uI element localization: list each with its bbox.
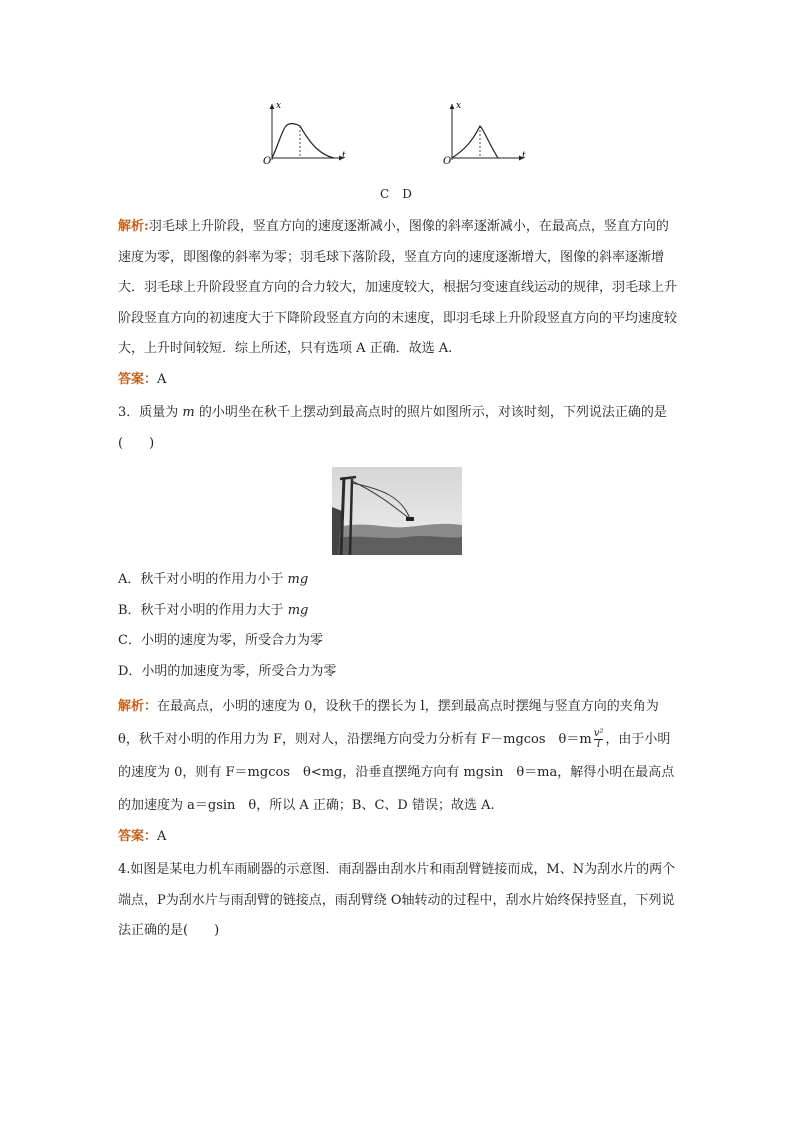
- q3-option-b-mg: mg: [287, 602, 309, 618]
- q3-fraction-denominator: l: [596, 739, 601, 750]
- q3-option-b: [118, 596, 680, 627]
- swing-photo-svg: [332, 467, 462, 555]
- q3-fraction-numerator: v²: [593, 728, 604, 739]
- q3-stem-a: 3．质量为: [118, 405, 183, 420]
- graph-c: [262, 98, 352, 170]
- q3-stem-m: m: [182, 405, 195, 420]
- q3-option-d: D．小明的加速度为零，所受合力为零: [118, 663, 337, 679]
- graph-c-origin: O: [263, 156, 272, 167]
- q4-stem: [118, 855, 680, 947]
- graph-d-x-label: t: [522, 151, 526, 161]
- graph-c-x-label: t: [342, 151, 346, 161]
- graph-d-origin: O: [443, 156, 452, 167]
- q3-answer-value: A: [157, 829, 167, 844]
- q2-analysis-text: 羽毛球上升阶段，竖直方向的速度逐渐减小，图像的斜率逐渐减小，在最高点，竖直方向的速度为零，即图像的斜率为零；羽毛球下落阶段，竖直方向的速度逐渐增大，图像的斜率逐渐增大．羽毛球上升阶段竖直方向的合力较大，加速度较大，根据匀变速直线运动的规律，羽毛球上升阶段竖直方向的初速度大于下降阶段竖直方向的末速度，即羽毛球上升阶段竖直方向的平均速度较大，上升时间较短．综上所述，只有选项 A 正确．故选 A.: [118, 219, 678, 356]
- graph-d-svg: [442, 98, 532, 170]
- q2-analysis-label: 解析:: [118, 219, 149, 234]
- q3-analysis: [118, 690, 680, 852]
- q3-option-b-text: B．秋千对小明的作用力大于: [118, 602, 288, 618]
- graph-c-y-label: x: [276, 101, 282, 111]
- graph-c-svg: [262, 98, 352, 170]
- q3-stem-b: 的小明坐在秋千上摆动到最高点时的照片如图所示，对该时刻，下列说法正确的是( ): [118, 405, 667, 451]
- graph-d-y-label: x: [456, 101, 462, 111]
- q2-answer-label: 答案：: [118, 371, 158, 387]
- q4-stem-text: 4.如图是某电力机车雨刷器的示意图．雨刮器由刮水片和雨刮臂链接而成，M、N为刮水片的两个端点，P为刮水片与雨刮臂的链接点，雨刮臂绕 O轴转动的过程中，刮水片始终保持竖直，下列说法正确的是( ): [118, 862, 676, 938]
- graph-label-d: D: [402, 187, 413, 201]
- q3-fraction: [594, 729, 604, 750]
- q3-option-a-mg: mg: [287, 572, 309, 587]
- q3-option-c: C．小明的速度为零，所受合力为零: [118, 633, 323, 648]
- q3-option-a: [118, 565, 680, 596]
- q3-stem: [118, 398, 680, 459]
- q3-analysis-label: 解析：: [118, 699, 158, 714]
- graph-pair: [262, 98, 532, 170]
- graph-label-c: C: [380, 187, 391, 201]
- graph-labels: [380, 187, 425, 201]
- swing-photo: [332, 467, 462, 555]
- q3-analysis-text-1: 在最高点，小明的速度为 0，设秋千的摆长为 l，摆到最高点时摆绳与竖直方向的夹角为 θ，秋千对小明的作用力为 F，则对人，沿摆绳方向受力分析有 F－mgcos θ＝m: [118, 699, 659, 747]
- q3-analysis-text-2: ，由于小明的速度为 0，则有 F＝mgcos θ<mg，沿垂直摆绳方向有 mgsin θ＝ma，解得小明在最高点的加速度为 a＝gsin θ，所以 A 正确；B、C、D 错误；故选 A.: [118, 732, 675, 813]
- graph-d: [442, 98, 532, 170]
- q2-analysis: [118, 212, 680, 395]
- q2-answer-value: A: [157, 371, 167, 387]
- q3-answer-label: 答案：: [118, 829, 158, 844]
- q3-option-a-text: A．秋千对小明的作用力小于: [118, 572, 288, 587]
- q3-options: [118, 565, 680, 687]
